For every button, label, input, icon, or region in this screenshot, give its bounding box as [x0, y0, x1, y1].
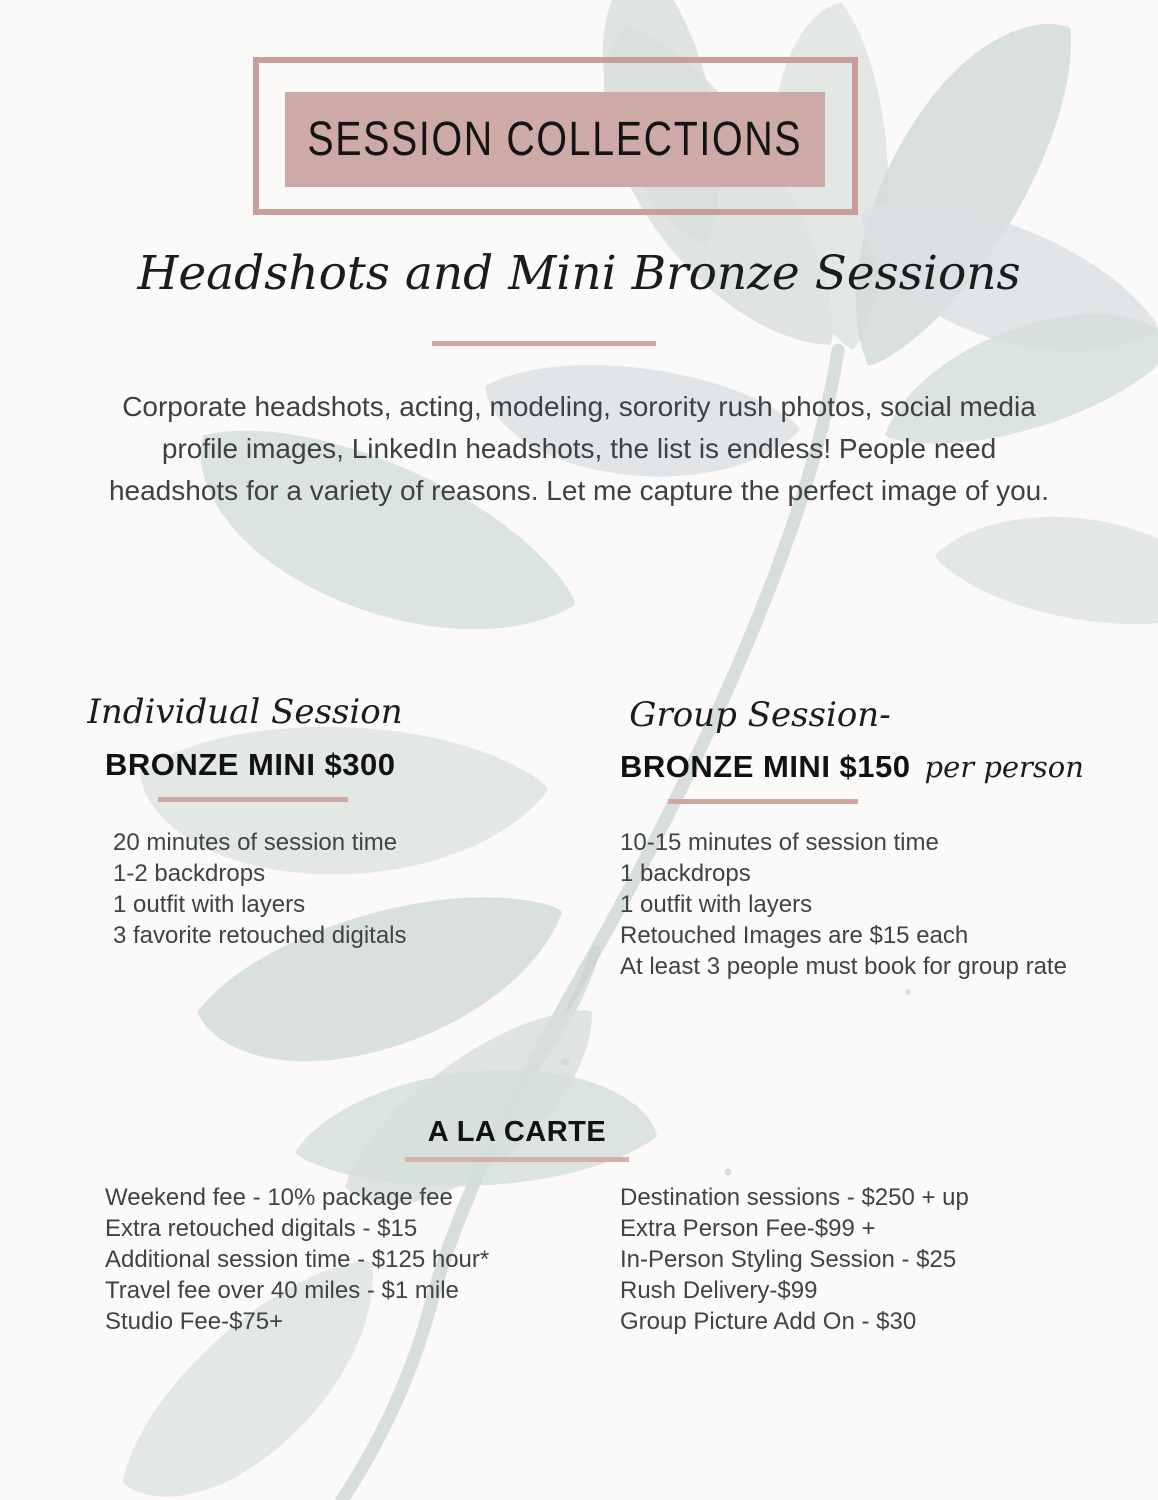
a-la-carte-right-list	[620, 1182, 969, 1337]
subtitle-script: Headshots and Mini Bronze Sessions	[137, 246, 1021, 301]
bronze-mini-150-price: BRONZE MINI $150	[620, 749, 911, 784]
subtitle-divider	[432, 341, 656, 346]
bronze-mini-150-heading	[620, 749, 1084, 785]
price-item: Studio Fee-$75+	[105, 1308, 284, 1335]
a-la-carte-underline	[405, 1157, 629, 1162]
intro-paragraph: Corporate headshots, acting, modeling, sorority rush photos, social media profile images, LinkedIn headshots, the list is endless! People need headshots for a variety of reasons. Let me capture the perfect image of you.	[108, 391, 1050, 506]
price-item: Travel fee over 40 miles - $1 mile	[105, 1277, 459, 1304]
price-item: Extra Person Fee-$99 +	[620, 1215, 876, 1242]
feature-item: 20 minutes of session time	[113, 829, 398, 856]
individual-session-label: Individual Session	[87, 692, 403, 732]
feature-item: 1 backdrops	[620, 860, 751, 887]
feature-item: 1-2 backdrops	[113, 860, 266, 887]
price-item: Group Picture Add On - $30	[620, 1308, 917, 1335]
bronze-mini-150-underline	[668, 799, 858, 804]
title-banner	[285, 92, 825, 187]
individual-session-features	[113, 827, 407, 951]
bronze-mini-300-underline	[158, 797, 348, 802]
bronze-mini-300-heading: BRONZE MINI $300	[105, 747, 396, 782]
group-session-label: Group Session-	[629, 695, 891, 735]
feature-item: 10-15 minutes of session time	[620, 829, 939, 856]
feature-item: Retouched Images are $15 each	[620, 922, 969, 949]
group-session-features	[620, 827, 1067, 982]
price-item: Weekend fee - 10% package fee	[105, 1184, 453, 1211]
feature-item: 1 outfit with layers	[620, 891, 813, 918]
feature-item: 1 outfit with layers	[113, 891, 306, 918]
feature-item: 3 favorite retouched digitals	[113, 922, 407, 949]
a-la-carte-heading: A LA CARTE	[427, 1116, 607, 1148]
price-item: In-Person Styling Session - $25	[620, 1246, 957, 1273]
price-item: Extra retouched digitals - $15	[105, 1215, 418, 1242]
feature-item: At least 3 people must book for group rate	[620, 953, 1067, 980]
page-title: SESSION COLLECTIONS	[307, 113, 803, 166]
price-item: Rush Delivery-$99	[620, 1277, 818, 1304]
price-item: Destination sessions - $250 + up	[620, 1184, 969, 1211]
price-item: Additional session time - $125 hour*	[105, 1246, 490, 1273]
a-la-carte-left-list	[105, 1182, 489, 1337]
per-person-label: per person	[924, 750, 1084, 784]
